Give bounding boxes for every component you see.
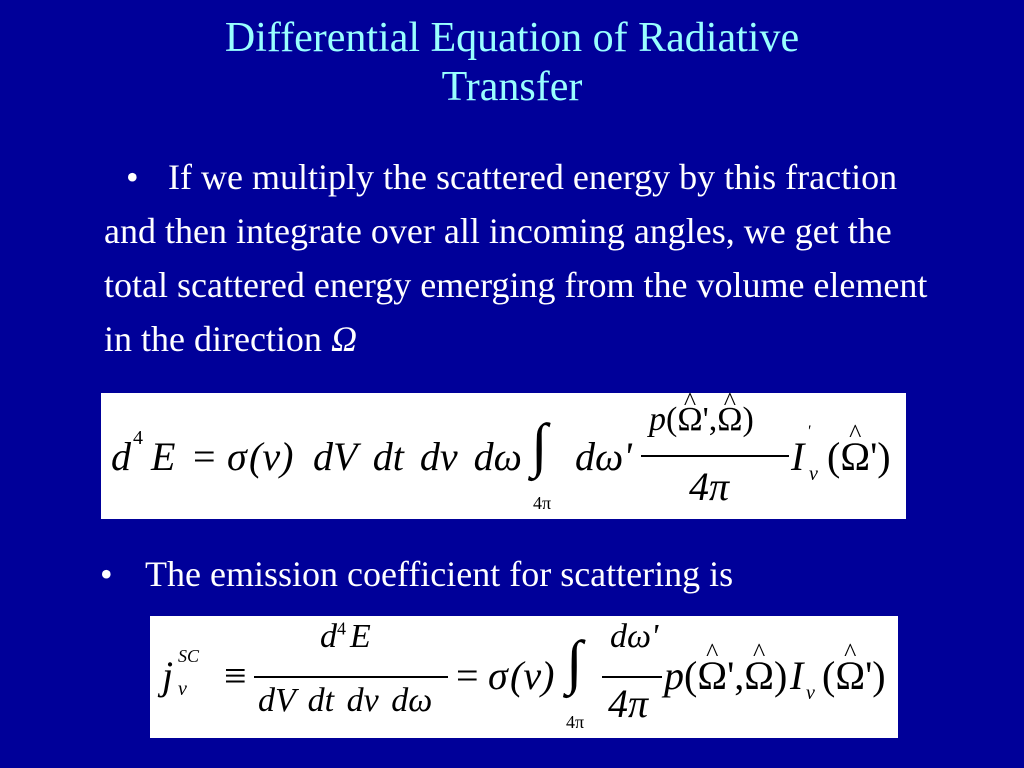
omega-hat: ^ Ω <box>840 433 870 480</box>
omega-hat: ^ Ω <box>697 652 727 699</box>
title-line-2: Transfer <box>441 64 583 110</box>
bullet-paragraph-2 <box>100 550 960 598</box>
eq2-frac2-numerator: dω' <box>610 618 659 655</box>
eq1-I-arg: (^ Ω') <box>827 433 891 480</box>
eq1-E: E <box>151 434 176 479</box>
eq2-j-sup: SC <box>178 646 200 666</box>
emission-coefficient-equation <box>150 616 898 738</box>
eq2-frac1-numerator: $d^4$ E <box>320 618 371 655</box>
eq2-frac1-denominator: dV dt dν dω <box>258 682 433 719</box>
eq2-fraction-line-1 <box>254 676 448 678</box>
scattered-energy-equation <box>101 393 906 519</box>
title-line-1: Differential Equation of Radiative <box>224 15 800 61</box>
omega-hat: ^ Ω <box>677 401 702 439</box>
eq1-integral: ∫ <box>531 412 548 478</box>
eq1-nu: (ν) <box>249 434 294 479</box>
omega-hat: ^ Ω <box>717 401 742 439</box>
eq1-limit: 4π <box>533 493 552 513</box>
eq2-p-term: p(^ Ω',^ Ω) <box>664 652 787 699</box>
eq2-I-sub: ν <box>806 682 815 704</box>
bullet-2-text: The emission coefficient for scattering is <box>145 554 734 594</box>
eq2-j: j <box>162 653 174 698</box>
eq1-frac-numerator: p(^ Ω',^ Ω) <box>649 401 754 439</box>
eq2-I: I <box>790 653 804 698</box>
eq2-nu: (ν) <box>510 653 555 698</box>
eq1-sigma: σ <box>227 434 247 479</box>
bullet-marker: • <box>126 157 139 197</box>
eq1-differentials: dV dt dν dω <box>313 434 522 479</box>
omega-hat: ^ Ω <box>835 652 865 699</box>
eq2-frac2-denominator: 4π <box>608 681 649 726</box>
bullet-1-text: If we multiply the scattered energy by this fraction and then integrate over all incoming angles, we get the total scattered energy emerging from the volume element in the direction <box>104 157 928 359</box>
omega-hat: ^ Ω <box>744 652 774 699</box>
eq1-frac-denominator: 4π <box>689 464 730 509</box>
eq1-I-sup: ' <box>807 423 811 440</box>
eq1-exp: 4 <box>133 427 143 449</box>
eq2-sigma: σ <box>488 653 508 698</box>
eq2-equals: = <box>456 653 479 698</box>
eq2-j-sub: ν <box>178 678 187 700</box>
bullet-paragraph-1 <box>104 150 944 366</box>
eq2-equiv: ≡ <box>224 653 247 698</box>
eq1-domega-prime: dω' <box>575 434 632 479</box>
eq2-fraction-line-2 <box>602 676 662 678</box>
eq2-limit: 4π <box>566 712 585 732</box>
eq2-I-arg: (^ Ω') <box>822 652 886 699</box>
slide-title <box>0 14 1024 112</box>
eq2-integral: ∫ <box>566 629 583 695</box>
bullet-marker: • <box>100 554 113 594</box>
bullet-1-omega: Ω <box>330 319 357 359</box>
eq1-I: I <box>791 434 805 479</box>
eq1-equals: = <box>193 434 216 479</box>
eq1-d: d <box>111 434 131 479</box>
eq1-I-sub: ν <box>809 463 818 485</box>
eq1-fraction-line <box>641 455 789 457</box>
